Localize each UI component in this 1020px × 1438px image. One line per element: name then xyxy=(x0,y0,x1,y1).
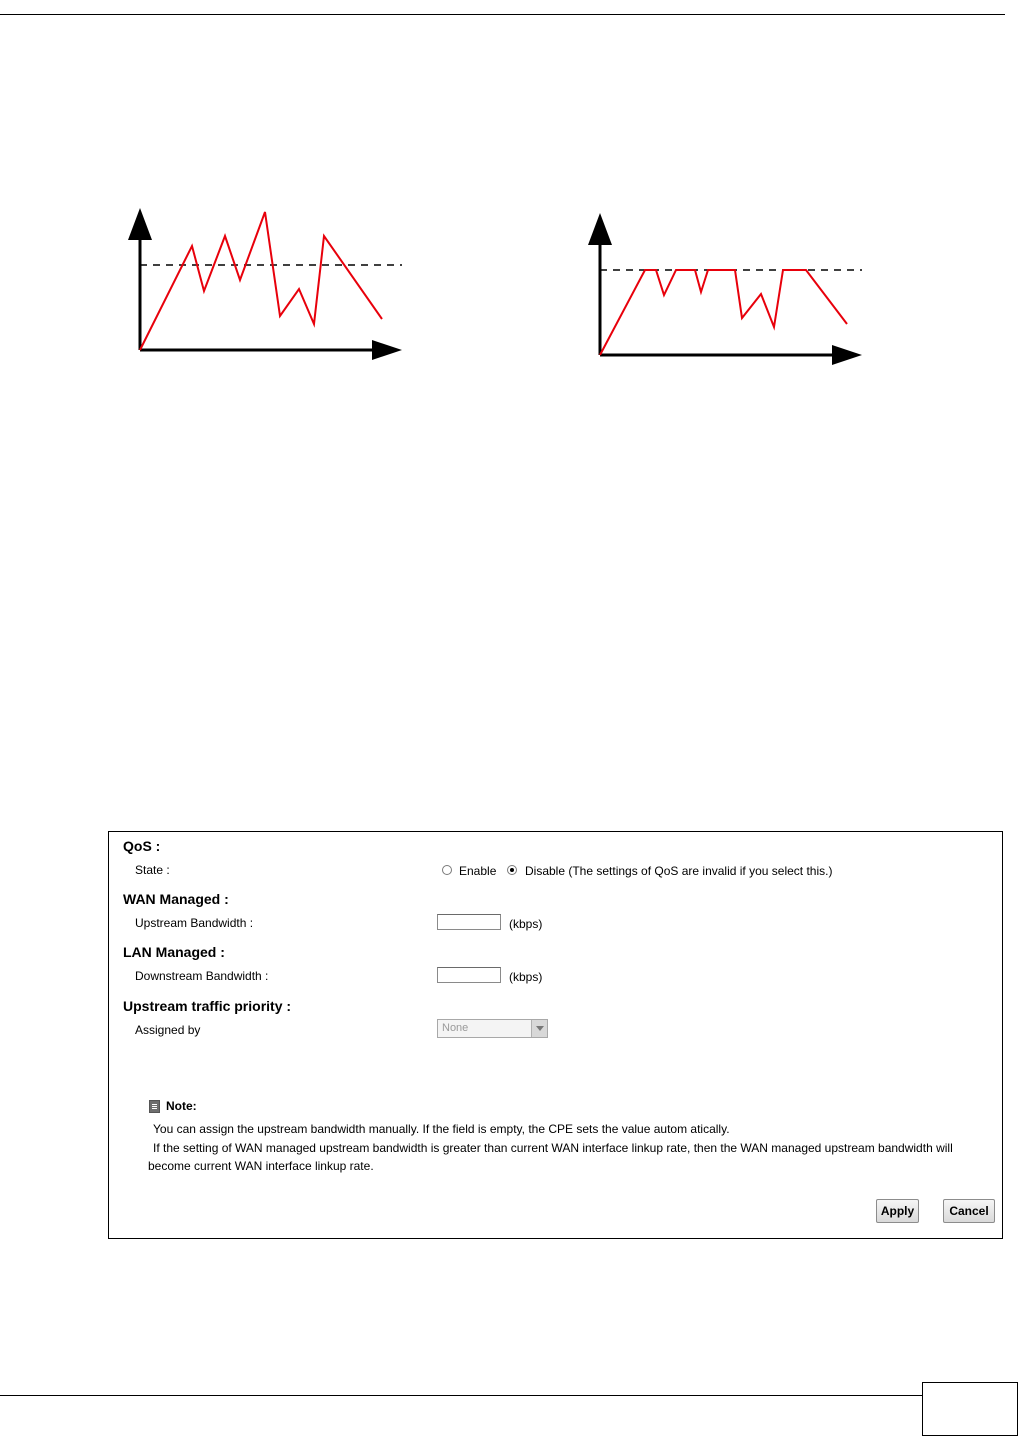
disable-radio[interactable] xyxy=(507,865,517,875)
disable-label[interactable]: Disable (The settings of QoS are invalid if you select this.) xyxy=(525,864,833,878)
enable-radio[interactable] xyxy=(442,865,452,875)
note-icon xyxy=(149,1100,160,1113)
chevron-down-icon[interactable] xyxy=(531,1020,547,1037)
unmanaged-traffic-graph xyxy=(120,202,410,364)
upstream-bandwidth-input[interactable] xyxy=(437,914,501,930)
downstream-bandwidth-input[interactable] xyxy=(437,967,501,983)
managed-traffic-graph xyxy=(580,207,870,369)
traffic-line xyxy=(600,270,847,355)
footer-rule xyxy=(0,1395,1005,1396)
assigned-by-value: None xyxy=(442,1022,469,1034)
downstream-bandwidth-label: Downstream Bandwidth : xyxy=(135,969,269,983)
traffic-line xyxy=(140,212,382,350)
note-line-3: become current WAN interface linkup rate. xyxy=(148,1159,374,1173)
y-axis-arrow-icon xyxy=(128,208,152,240)
qos-config-panel xyxy=(108,831,1003,1239)
enable-label[interactable]: Enable xyxy=(459,864,497,878)
lan-managed-title: LAN Managed : xyxy=(123,944,225,960)
state-label: State : xyxy=(135,863,170,877)
upstream-priority-title: Upstream traffic priority : xyxy=(123,998,292,1014)
upstream-bandwidth-label: Upstream Bandwidth : xyxy=(135,916,254,930)
upstream-unit: (kbps) xyxy=(509,917,543,931)
assigned-by-select[interactable] xyxy=(437,1019,548,1038)
note-line-1: You can assign the upstream bandwidth manually. If the field is empty, the CPE sets the value autom atically. xyxy=(153,1122,730,1136)
page-number-box xyxy=(922,1382,1018,1436)
qos-section-title: QoS : xyxy=(123,838,161,854)
x-axis-arrow-icon xyxy=(832,345,862,365)
y-axis-arrow-icon xyxy=(588,213,612,245)
header-rule xyxy=(0,14,1005,15)
note-title: Note: xyxy=(166,1099,197,1113)
note-line-2: If the setting of WAN managed upstream bandwidth is greater than current WAN interface linkup rate, then the WAN managed upstream bandwidth will xyxy=(153,1141,953,1155)
x-axis-arrow-icon xyxy=(372,340,402,360)
downstream-unit: (kbps) xyxy=(509,970,543,984)
wan-managed-title: WAN Managed : xyxy=(123,891,229,907)
assigned-by-label: Assigned by xyxy=(135,1023,201,1037)
cancel-button[interactable]: Cancel xyxy=(943,1199,995,1223)
apply-button[interactable]: Apply xyxy=(876,1199,919,1223)
